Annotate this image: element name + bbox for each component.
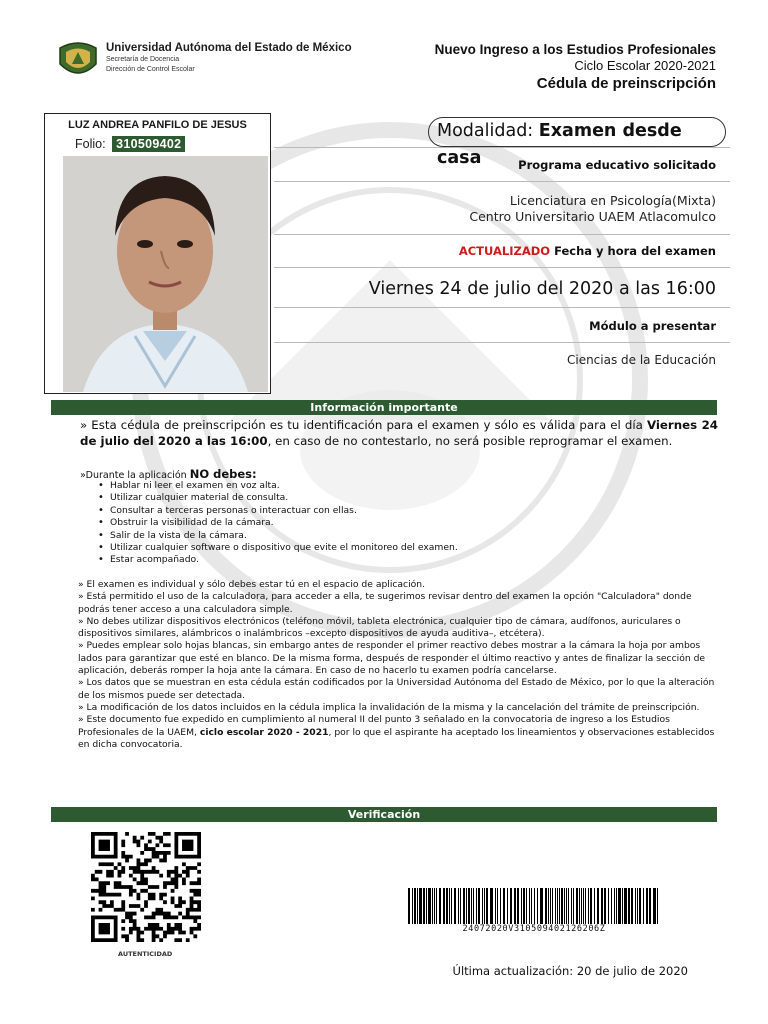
applicant-name: LUZ ANDREA PANFILO DE JESUS (68, 119, 247, 131)
divider (274, 342, 730, 343)
note-final-cycle: ciclo escolar 2020 - 2021 (199, 726, 329, 738)
modality-value: Examen desde casa (437, 121, 682, 168)
document-title: Nuevo Ingreso a los Estudios Profesionales (434, 42, 716, 57)
applicant-card (44, 113, 271, 394)
prohibited-heading (80, 467, 257, 481)
university-name: Universidad Autónoma del Estado de México (106, 42, 352, 54)
note: » Está permitido el uso de la calculadora, para acceder a ella, te sugerimos revisar dentro del examen la opción "Calculadora" donde podrás tener acceso a una calculadora simple. (78, 591, 692, 615)
updated-badge: ACTUALIZADO (458, 244, 551, 258)
note-final-a: » Este documento fue expedido en cumplimiento al numeral II del punto 3 señalado en la convocatoria de ingreso a los Estudios Profesionales de la UAEM, (78, 714, 670, 738)
campus-name: Centro Universitario UAEM Atlacomulco (469, 209, 716, 224)
exam-datetime: Viernes 24 de julio del 2020 a las 16:00 (368, 279, 716, 299)
divider (274, 307, 730, 308)
note: » La modificación de los datos incluidos en la cédula implica la invalidación de la misma y la cancelación del trámite de preinscripción. (78, 701, 700, 713)
university-block (106, 42, 352, 74)
school-cycle: Ciclo Escolar 2020-2021 (574, 58, 716, 73)
module-label: Módulo a presentar (589, 319, 716, 333)
program-name: Licenciatura en Psicología(Mixta) (509, 193, 716, 208)
intro-text-b: , en caso de no contestarlo, no será posible reprogramar el examen. (267, 433, 673, 448)
list-item: • Utilizar cualquier material de consulta. (96, 492, 458, 504)
barcode-number: 24072020V310509402126206Z (462, 924, 606, 934)
barcode (406, 888, 662, 924)
list-item: • Estar acompañado. (96, 554, 458, 566)
divider (274, 147, 730, 148)
authenticity-label: AUTENTICIDAD (118, 950, 173, 958)
note: » El examen es individual y sólo debes estar tú en el espacio de aplicación. (78, 579, 426, 590)
divider (274, 267, 730, 268)
applicant-photo (63, 156, 268, 392)
list-item: • Hablar ni leer el examen en voz alta. (96, 480, 458, 492)
note: » Puedes emplear solo hojas blancas, sin embargo antes de responder el primer reactivo debes mostrar a la cámara la hoja por ambos lados para garantizar que esté en blanco. De la misma forma, después de responder el último reactivo y antes de finalizar la sección de aplicación, deberás romper la hoja ante la cámara. En caso de no hacerlo tu examen podría cancelarse. (78, 640, 706, 677)
module-value: Ciencias de la Educación (566, 353, 716, 367)
intro-date: Viernes 24 de julio del 2020 a las 16:00 (80, 418, 718, 448)
list-item: • Obstruir la visibilidad de la cámara. (96, 517, 458, 529)
direccion-label: Dirección de Control Escolar (106, 66, 195, 73)
prohibited-prefix: »Durante la aplicación (80, 470, 190, 481)
list-item: • Utilizar cualquier software o dispositivo que evite el monitoreo del examen. (96, 542, 458, 554)
list-item: • Consultar a terceras personas o interactuar con ellas. (96, 505, 458, 517)
exam-date-label-text: Fecha y hora del examen (554, 244, 716, 258)
exam-date-label (459, 244, 716, 258)
program-label: Programa educativo solicitado (518, 158, 716, 172)
qr-code[interactable] (88, 832, 204, 942)
folio-number: 310509402 (112, 136, 185, 152)
last-update: Última actualización: 20 de julio de 2020 (452, 964, 688, 978)
intro-paragraph (80, 418, 718, 450)
note-final-b: , por lo que el aspirante ha aceptado los lineamientos y observaciones establecidos en dicha convocatoria. (78, 726, 715, 750)
prohibited-bold: NO debes: (189, 467, 257, 481)
list-item: • Salir de la vista de la cámara. (96, 530, 458, 542)
document-header (435, 42, 716, 92)
divider (274, 181, 730, 182)
folio-label: Folio: (75, 137, 106, 151)
note-final (78, 714, 718, 751)
prohibited-list (96, 480, 458, 567)
note: » Los datos que se muestran en esta cédula están codificados por la Universidad Autónoma del Estado de México, por lo que la alteración de los mismos puede ser detectada. (78, 677, 715, 701)
intro-text-a: » Esta cédula de preinscripción es tu identificación para el examen y sólo es válida para el día (80, 418, 647, 432)
verification-bar: Verificación (51, 807, 717, 822)
secretaria-label: Secretaría de Docencia (106, 56, 180, 63)
cedula-title: Cédula de preinscripción (536, 75, 716, 92)
folio-row (75, 136, 185, 152)
divider (274, 234, 730, 235)
modality-label: Modalidad: (437, 121, 534, 141)
note: » No debes utilizar dispositivos electrónicos (teléfono móvil, tableta electrónica, cualquier tipo de cámara, audífonos, auriculares o dispositivos similares, alámbricos o inalámbricos –excepto dispositivos de ayuda auditiva–, etcétera). (78, 615, 681, 640)
notes-block (78, 579, 718, 751)
info-bar: Información importante (51, 400, 717, 415)
uaem-logo (56, 40, 100, 80)
